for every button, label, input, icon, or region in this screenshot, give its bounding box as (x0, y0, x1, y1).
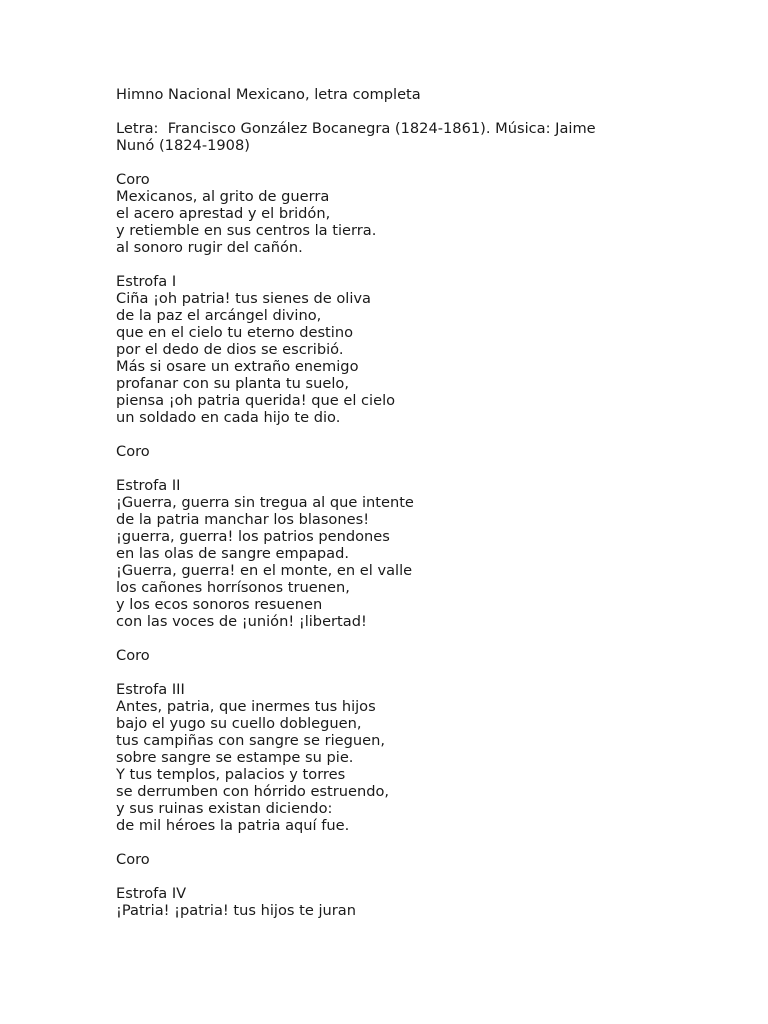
verse-line: ¡Patria! ¡patria! tus hijos te juran (116, 902, 356, 919)
section-heading-estrofa-3: Estrofa III (116, 681, 185, 698)
credits-line: Letra: Francisco González Bocanegra (1824-1861). Música: Jaime (116, 120, 596, 137)
verse-line: de mil héroes la patria aquí fue. (116, 817, 350, 834)
verse-line: profanar con su planta tu suelo, (116, 375, 349, 392)
verse-line: los cañones horrísonos truenen, (116, 579, 350, 596)
verse-line: en las olas de sangre empapad. (116, 545, 350, 562)
verse-line: un soldado en cada hijo te dio. (116, 409, 341, 426)
verse-line: piensa ¡oh patria querida! que el cielo (116, 392, 396, 409)
document-page (116, 86, 736, 919)
verse-line: y retiemble en sus centros la tierra. (116, 222, 377, 239)
spacer (116, 460, 736, 477)
section-heading-estrofa-4: Estrofa IV (116, 885, 187, 902)
verse-line: bajo el yugo su cuello dobleguen, (116, 715, 362, 732)
verse-line: de la paz el arcángel divino, (116, 307, 322, 324)
verse-line: que en el cielo tu eterno destino (116, 324, 353, 341)
verse-line: Antes, patria, que inermes tus hijos (116, 698, 376, 715)
verse-line: tus campiñas con sangre se rieguen, (116, 732, 385, 749)
verse-line: por el dedo de dios se escribió. (116, 341, 344, 358)
verse-line: ¡Guerra, guerra sin tregua al que intente (116, 494, 414, 511)
spacer (116, 426, 736, 443)
section-heading-coro: Coro (116, 851, 150, 868)
verse-line: Ciña ¡oh patria! tus sienes de oliva (116, 290, 371, 307)
verse-line: Más si osare un extraño enemigo (116, 358, 359, 375)
section-heading-estrofa-1: Estrofa I (116, 273, 177, 290)
section-heading-coro: Coro (116, 443, 150, 460)
verse-line: Y tus templos, palacios y torres (116, 766, 346, 783)
spacer (116, 103, 736, 120)
spacer (116, 630, 736, 647)
verse-line: se derrumben con hórrido estruendo, (116, 783, 390, 800)
verse-line: y sus ruinas existan diciendo: (116, 800, 333, 817)
section-heading-coro: Coro (116, 171, 150, 188)
spacer (116, 256, 736, 273)
verse-line: ¡guerra, guerra! los patrios pendones (116, 528, 390, 545)
document-title: Himno Nacional Mexicano, letra completa (116, 86, 421, 103)
verse-line: sobre sangre se estampe su pie. (116, 749, 354, 766)
verse-line: al sonoro rugir del cañón. (116, 239, 303, 256)
spacer (116, 834, 736, 851)
verse-line: Mexicanos, al grito de guerra (116, 188, 330, 205)
spacer (116, 664, 736, 681)
verse-line: ¡Guerra, guerra! en el monte, en el valle (116, 562, 413, 579)
verse-line: de la patria manchar los blasones! (116, 511, 370, 528)
spacer (116, 868, 736, 885)
spacer (116, 154, 736, 171)
verse-line: y los ecos sonoros resuenen (116, 596, 323, 613)
credits-line: Nunó (1824-1908) (116, 137, 250, 154)
section-heading-coro: Coro (116, 647, 150, 664)
section-heading-estrofa-2: Estrofa II (116, 477, 181, 494)
verse-line: el acero aprestad y el bridón, (116, 205, 331, 222)
verse-line: con las voces de ¡unión! ¡libertad! (116, 613, 367, 630)
